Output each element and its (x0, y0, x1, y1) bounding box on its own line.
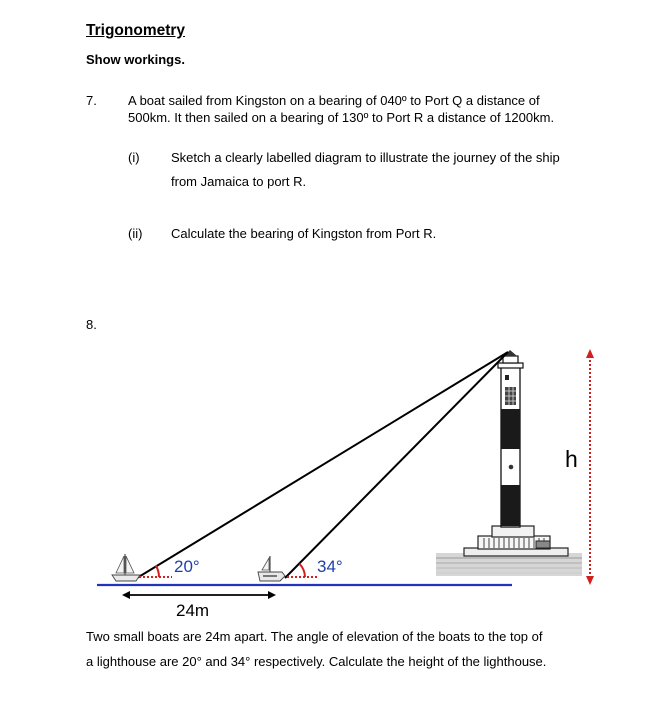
angle-arc-2 (300, 564, 306, 577)
question-7-part-i-line2: from Jamaica to port R. (171, 174, 307, 189)
question-8-number: 8. (86, 317, 97, 332)
distance-label: 24m (176, 601, 210, 620)
sailboat-icon (112, 554, 140, 581)
angle-arc-1 (156, 565, 159, 577)
question-7-part-ii-label: (ii) (128, 226, 143, 241)
height-label: h (565, 446, 578, 472)
angle-label-1: 20° (174, 557, 200, 576)
sailboat-icon (258, 556, 285, 581)
sightline-boat-1 (137, 352, 508, 578)
question-7-text-line2: 500km. It then sailed on a bearing of 130º to Port R a distance of 1200km. (128, 110, 555, 125)
question-7-part-ii-text: Calculate the bearing of Kingston from Port R. (171, 226, 437, 241)
question-8-text-line2: a lighthouse are 20° and 34° respectively. Calculate the height of the lighthouse. (86, 654, 547, 669)
question-7-number: 7. (86, 93, 97, 108)
distance-arrow (122, 591, 276, 599)
question-7-part-i-label: (i) (128, 150, 140, 165)
instructions: Show workings. (86, 52, 185, 67)
question-8-text-line1: Two small boats are 24m apart. The angle of elevation of the boats to the top of (86, 629, 543, 644)
page-title: Trigonometry (86, 22, 186, 39)
height-arrow (586, 349, 594, 585)
sightline-boat-2 (285, 352, 508, 578)
question-7-text-line1: A boat sailed from Kingston on a bearing of 040º to Port Q a distance of (128, 93, 540, 108)
angle-label-2: 34° (317, 557, 343, 576)
question-7-part-i-line1: Sketch a clearly labelled diagram to illustrate the journey of the ship (171, 150, 560, 165)
